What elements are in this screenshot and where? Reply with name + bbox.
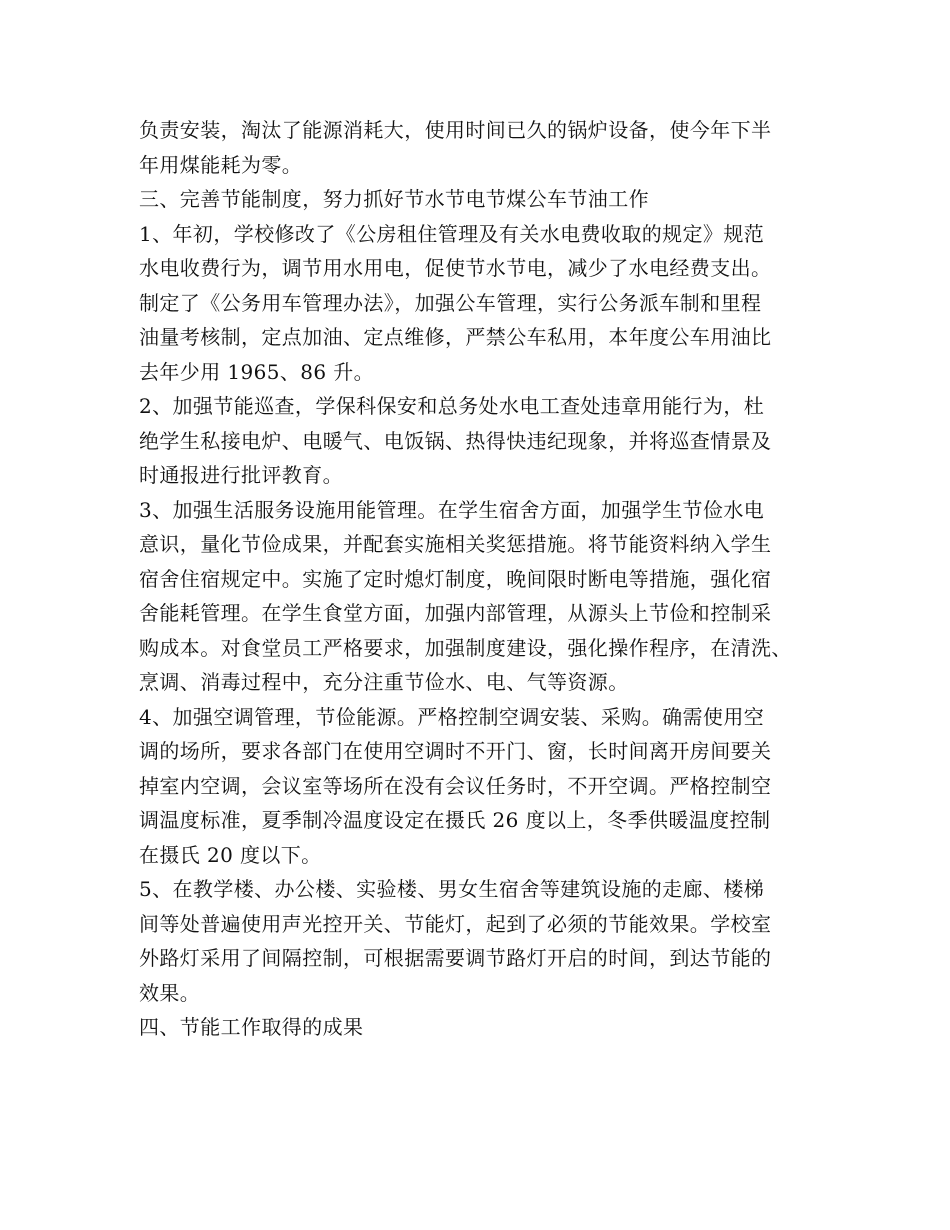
text-line: 1、年初，学校修改了《公房租住管理及有关水电费收取的规定》规范 xyxy=(139,221,765,246)
text-line: 制定了《公务用车管理办法》，加强公车管理，实行公务派车制和里程 xyxy=(139,290,762,315)
text-line: 时通报进行批评教育。 xyxy=(139,463,343,487)
text-line: 5、在教学楼、办公楼、实验楼、男女生宿舍等建筑设施的走廊、楼梯 xyxy=(139,877,765,901)
text-line: 水电收费行为，调节用水用电，促使节水节电，减少了水电经费支出。 xyxy=(139,256,772,280)
text-line: 2、加强节能巡查，学保科保安和总务处水电工查处违章用能行为，杜 xyxy=(139,394,765,418)
text-line: 年用煤能耗为零。 xyxy=(139,152,303,177)
text-line: 3、加强生活服务设施用能管理。在学生宿舍方面，加强学生节俭水电 xyxy=(139,497,765,522)
text-line: 绝学生私接电炉、电暖气、电饭锅、热得快违纪现象，并将巡查情景及 xyxy=(139,428,772,453)
document-body xyxy=(139,113,829,1045)
text-line: 宿舍住宿规定中。实施了定时熄灯制度，晚间限时断电等措施，强化宿 xyxy=(139,566,772,591)
section-heading: 三、完善节能制度，努力抓好节水节电节煤公车节油工作 xyxy=(139,187,649,211)
text-line: 意识，量化节俭成果，并配套实施相关奖惩措施。将节能资料纳入学生 xyxy=(139,532,772,556)
text-line: 购成本。对食堂员工严格要求，加强制度建设，强化操作程序，在清洗、 xyxy=(139,635,792,660)
text-line: 在摄氏 20 度以下。 xyxy=(139,842,322,867)
text-line: 调的场所，要求各部门在使用空调时不开门、窗，长时间离开房间要关 xyxy=(139,739,772,763)
text-line: 4、加强空调管理，节俭能源。严格控制空调安装、采购。确需使用空 xyxy=(139,704,765,729)
text-line: 负责安装，淘汰了能源消耗大，使用时间已久的锅炉设备，使今年下半 xyxy=(139,118,772,142)
section-heading: 四、节能工作取得的成果 xyxy=(139,1015,364,1039)
text-line: 间等处普遍使用声光控开关、节能灯，起到了必须的节能效果。学校室 xyxy=(139,911,772,936)
text-line: 烹调、消毒过程中，充分注重节俭水、电、气等资源。 xyxy=(139,670,629,694)
text-line: 掉室内空调，会议室等场所在没有会议任务时，不开空调。严格控制空 xyxy=(139,773,772,798)
text-line: 舍能耗管理。在学生食堂方面，加强内部管理，从源头上节俭和控制采 xyxy=(139,601,772,625)
text-line: 外路灯采用了间隔控制，可根据需要调节路灯开启的时间，到达节能的 xyxy=(139,946,772,970)
text-line: 效果。 xyxy=(139,980,201,1005)
text-line: 油量考核制，定点加油、定点维修，严禁公车私用，本年度公车用油比 xyxy=(139,325,772,349)
text-line: 调温度标准，夏季制冷温度设定在摄氏 26 度以上，冬季供暖温度控制 xyxy=(139,808,771,832)
text-line: 去年少用 1965、86 升。 xyxy=(139,359,375,384)
